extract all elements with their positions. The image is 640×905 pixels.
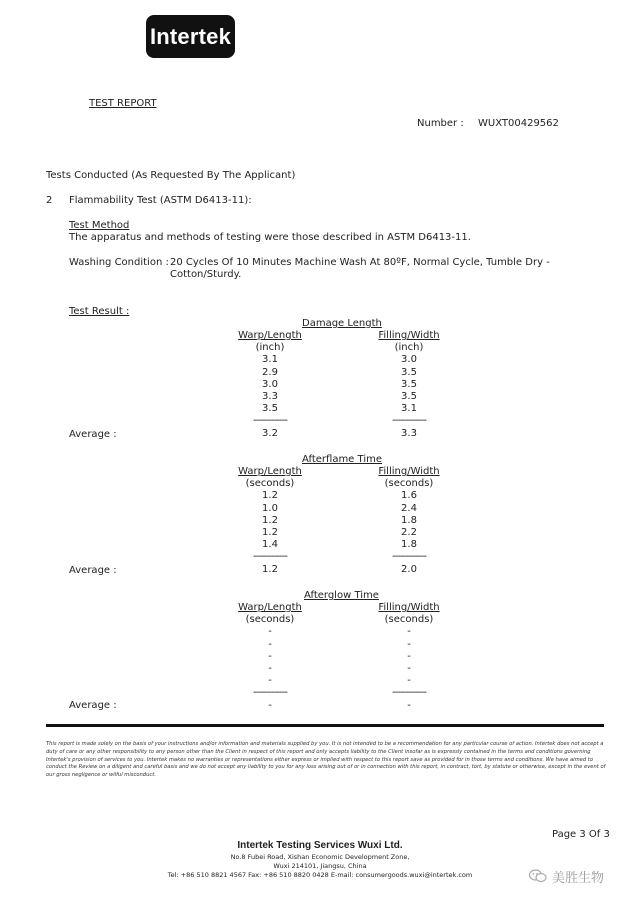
test-method-description: The apparatus and methods of testing were those described in ASTM D6413-11.: [69, 232, 471, 243]
filling-value: 2.4: [401, 502, 417, 514]
test-item-title: Flammability Test (ASTM D6413-11):: [69, 195, 252, 206]
warp-header: Warp/Length: [238, 330, 302, 341]
afterflame-time-title: Afterflame Time: [302, 454, 382, 465]
warp-value: 3.5: [262, 403, 278, 415]
footer-company: Intertek Testing Services Wuxi Ltd.: [237, 840, 403, 851]
warp-value: -: [268, 626, 272, 638]
unit-label: (inch): [255, 342, 285, 354]
unit-label: (seconds): [384, 614, 434, 626]
warp-value: -: [268, 650, 272, 662]
tests-conducted-heading: Tests Conducted (As Requested By The Applicant): [46, 170, 296, 181]
filling-value: 1.8: [401, 514, 417, 526]
separator: -------------: [253, 415, 287, 427]
test-method-heading: Test Method: [69, 220, 130, 231]
washing-condition-line1: 20 Cycles Of 10 Minutes Machine Wash At 80ºF, Normal Cycle, Tumble Dry -: [170, 257, 550, 268]
unit-label: (seconds): [384, 478, 434, 490]
warp-average: 3.2: [262, 427, 278, 439]
filling-average: -: [407, 699, 411, 711]
intertek-logo: Intertek: [146, 15, 235, 58]
filling-value: -: [407, 662, 411, 674]
warp-value: 1.0: [262, 502, 278, 514]
warp-value: 3.3: [262, 390, 278, 402]
damage-length-warp-column: [232, 330, 308, 440]
filling-average: 2.0: [401, 563, 417, 575]
filling-value: 1.6: [401, 490, 417, 502]
afterflame-filling-column: [373, 466, 445, 576]
footer-divider: [46, 724, 604, 727]
filling-average: 3.3: [401, 427, 417, 439]
separator: -------------: [392, 687, 426, 699]
filling-header: Filling/Width: [378, 466, 440, 477]
damage-length-average-label: Average :: [69, 429, 117, 440]
afterglow-warp-column: [232, 602, 308, 712]
report-number: WUXT00429562: [478, 118, 559, 129]
page-number: Page 3 Of 3: [552, 829, 610, 840]
wechat-icon: [528, 868, 548, 884]
damage-length-filling-column: [373, 330, 445, 440]
separator: -------------: [253, 551, 287, 563]
warp-value: -: [268, 675, 272, 687]
warp-value: 3.1: [262, 354, 278, 366]
filling-value: 3.0: [401, 354, 417, 366]
afterglow-average-label: Average :: [69, 700, 117, 711]
watermark-text: 美胜生物: [552, 870, 605, 886]
filling-value: 1.8: [401, 539, 417, 551]
washing-condition-line2: Cotton/Sturdy.: [170, 269, 242, 280]
filling-value: -: [407, 675, 411, 687]
damage-length-title: Damage Length: [302, 318, 382, 329]
separator: -------------: [392, 551, 426, 563]
test-item-number: 2: [46, 195, 53, 206]
footer-address-line1: No.8 Fubei Road, Xishan Economic Development Zone,: [230, 853, 410, 861]
filling-header: Filling/Width: [378, 602, 440, 613]
afterglow-filling-column: [373, 602, 445, 712]
warp-value: -: [268, 662, 272, 674]
filling-value: 3.5: [401, 366, 417, 378]
warp-header: Warp/Length: [238, 466, 302, 477]
warp-value: 1.4: [262, 539, 278, 551]
footer-address-line2: Wuxi 214101, Jiangsu, China: [273, 862, 367, 870]
warp-value: -: [268, 638, 272, 650]
unit-label: (seconds): [245, 614, 295, 626]
warp-header: Warp/Length: [238, 602, 302, 613]
filling-value: -: [407, 638, 411, 650]
filling-value: 3.5: [401, 390, 417, 402]
filling-value: 3.1: [401, 403, 417, 415]
warp-value: 1.2: [262, 490, 278, 502]
test-result-heading: Test Result :: [69, 306, 130, 317]
warp-value: 1.2: [262, 514, 278, 526]
afterflame-average-label: Average :: [69, 565, 117, 576]
filling-header: Filling/Width: [378, 330, 440, 341]
afterflame-warp-column: [232, 466, 308, 576]
warp-value: 3.0: [262, 378, 278, 390]
afterglow-time-title: Afterglow Time: [304, 590, 379, 601]
number-label: Number :: [417, 118, 464, 129]
filling-value: -: [407, 626, 411, 638]
warp-average: -: [268, 699, 272, 711]
washing-condition-label: Washing Condition :: [69, 257, 169, 268]
unit-label: (inch): [394, 342, 424, 354]
warp-average: 1.2: [262, 563, 278, 575]
filling-value: 2.2: [401, 526, 417, 538]
disclaimer: This report is made solely on the basis of your instructions and/or information and materials supplied by you. It is not intended to be a recommendation for any particular course of action. Intertek does not accept a duty of care or any other responsibility to any person other than the Client in respect of this report and only accepts liability to the Client insofar as is expressly contained in the terms and conditions governing Intertek's provision of services to you. Intertek makes no warranties or representations either express or implied with respect to this report save as provided for in those terms and conditions. We have aimed to conduct the Review on a diligent and careful basis and we do not accept any liability to you for any loss arising out of or in connection with this report, in contract, tort, by statute or otherwise, except in the event of our gross negligence or wilful misconduct.: [46, 741, 606, 779]
filling-value: -: [407, 650, 411, 662]
wechat-watermark: [528, 864, 628, 888]
warp-value: 1.2: [262, 526, 278, 538]
separator: -------------: [253, 687, 287, 699]
separator: -------------: [392, 415, 426, 427]
unit-label: (seconds): [245, 478, 295, 490]
warp-value: 2.9: [262, 366, 278, 378]
filling-value: 3.5: [401, 378, 417, 390]
report-title: TEST REPORT: [89, 98, 157, 109]
footer-contact: Tel: +86 510 8821 4567 Fax: +86 510 8820 0428 E-mail: consumergoods.wuxi@intertek.com: [167, 871, 473, 879]
